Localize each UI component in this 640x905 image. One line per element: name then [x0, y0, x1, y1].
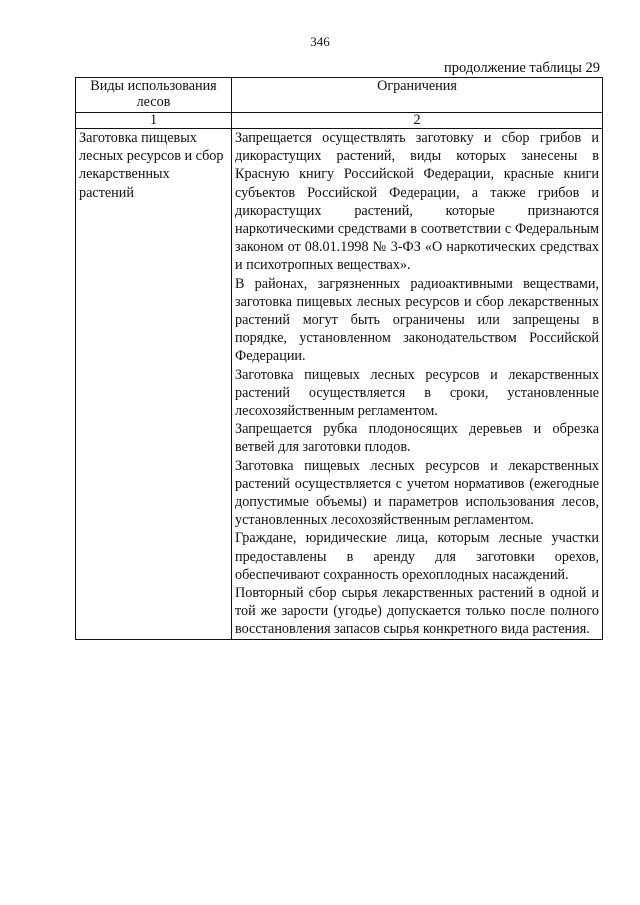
header-restrictions: Ограничения [232, 78, 603, 113]
table-header-row [76, 78, 603, 113]
column-number-row [76, 113, 603, 129]
usage-type-cell: Заготовка пищевых лесных ресурсов и сбор лекарственных растений [76, 129, 232, 640]
header-usage-types: Виды использования лесов [76, 78, 232, 113]
restriction-paragraph-6: Граждане, юридические лица, которым лесные участки предоставлены в аренду для заготовки орехов, обеспечивают сохранность орехоплодных насаждений. [235, 530, 599, 583]
restriction-paragraph-3: Заготовка пищевых лесных ресурсов и лекарственных растений осуществляется в сроки, установленные лесохозяйственным регламентом. [235, 366, 599, 420]
table-row [76, 129, 603, 640]
column-number-1: 1 [76, 113, 232, 129]
restriction-paragraph-1: Запрещается осуществлять заготовку и сбор грибов и дикорастущих растений, виды которых занесены в Красную книгу Российской Федерации, красные книги субъектов Российской Федерации, а также грибов и дикорастущих растений, которые признаются наркотическими средствами в соответствии с Федеральным законом от 08.01.1998 № 3-ФЗ «О наркотических средствах и психотропных веществах». [235, 130, 599, 274]
page-number: 346 [310, 34, 330, 49]
table-continuation-label: продолжение таблицы 29 [444, 60, 600, 76]
restrictions-table [75, 77, 603, 640]
restrictions-cell [232, 129, 603, 640]
restriction-paragraph-2: В районах, загрязненных радиоактивными веществами, заготовка пищевых лесных ресурсов и сбор лекарственных растений могут быть ограничены или запрещены в порядке, установленном законодательством Российской Федерации. [235, 275, 599, 365]
restriction-paragraph-5: Заготовка пищевых лесных ресурсов и лекарственных растений осуществляется с учетом нормативов (ежегодные допустимые объемы) и параметров использования лесов, установленных лесохозяйственным регламентом. [235, 457, 599, 529]
column-number-2: 2 [232, 113, 603, 129]
restriction-paragraph-7: Повторный сбор сырья лекарственных растений в одной и той же зарости (угодье) допускается только после полного восстановления запасов сырья конкретного вида растения. [235, 585, 599, 638]
restriction-paragraph-4: Запрещается рубка плодоносящих деревьев и обрезка ветвей для заготовки плодов. [235, 421, 599, 456]
